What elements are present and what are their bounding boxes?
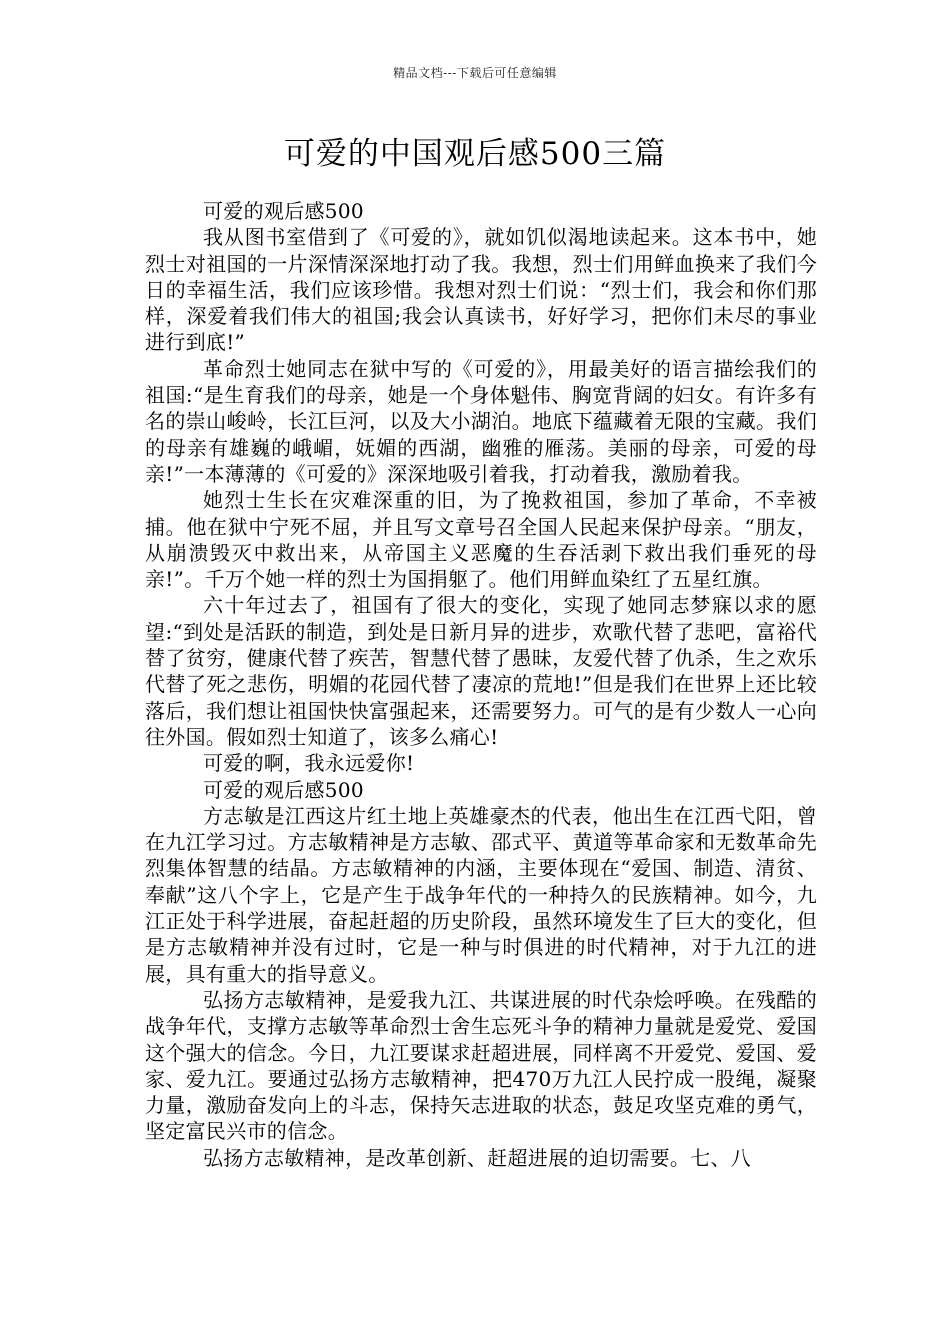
body-paragraph: 六十年过去了，祖国有了很大的变化，实现了她同志梦寐以求的愿望:“到处是活跃的制造，到处是日新月异的进步，欢歌代替了悲吧，富裕代替了贫穷，健康代替了疾苦，智慧代替了愚昧，友爱代替了仇杀，生之欢乐代替了死之悲伤，明媚的花园代替了凄凉的荒地!”但是我们在世界上还比较落后，我们想让祖国快快富强起来，还需要努力。可气的是有少数人一心向往外国。假如烈士知道了，该多么痛心! bbox=[145, 593, 817, 749]
body-paragraph: 弘扬方志敏精神，是爱我九江、共谋进展的时代杂烩呼唤。在残酷的战争年代，支撑方志敏等革命烈士舍生忘死斗争的精神力量就是爱党、爱国这个强大的信念。今日，九江要谋求赶超进展，同样离不开爱党、爱国、爱家、爱九江。要通过弘扬方志敏精神，把470万九江人民拧成一股绳，凝聚力量，激励奋发向上的斗志，保持矢志进取的状态，鼓足攻坚克难的勇气，坚定富民兴市的信念。 bbox=[145, 987, 817, 1144]
document-title: 可爱的中国观后感500三篇 bbox=[283, 136, 667, 172]
document-body bbox=[145, 198, 817, 1171]
body-paragraph: 可爱的啊，我永远爱你! bbox=[203, 751, 415, 776]
body-paragraph: 革命烈士她同志在狱中写的《可爱的》，用最美好的语言描绘我们的祖国:“是生育我们的母亲，她是一个身体魁伟、胸宽背阔的妇女。有许多有名的崇山峻岭，长江巨河，以及大小湖泊。地底下蕴藏着无限的宝藏。我们的母亲有雄巍的峨嵋，妩媚的西湖，幽雅的雁荡。美丽的母亲，可爱的母亲!”一本薄薄的《可爱的》深深地吸引着我，打动着我，激励着我。 bbox=[145, 356, 817, 486]
body-paragraph: 她烈士生长在灾难深重的旧，为了挽救祖国，参加了革命，不幸被捕。他在狱中宁死不屈，并且写文章号召全国人民起来保护母亲。“朋友，从崩溃毁灭中救出来，从帝国主义恶魔的生吞活剥下救出我们垂死的母亲!”。千万个她一样的烈士为国捐躯了。他们用鲜血染红了五星红旗。 bbox=[145, 488, 817, 592]
body-paragraph: 弘扬方志敏精神，是改革创新、赶超进展的迫切需要。七、八 bbox=[203, 1145, 752, 1170]
section-heading: 可爱的观后感500 bbox=[203, 199, 364, 223]
page-header-note: 精品文档---下载后可任意编辑 bbox=[393, 66, 557, 80]
section-heading: 可爱的观后感500 bbox=[203, 777, 364, 802]
body-paragraph: 我从图书室借到了《可爱的》，就如饥似渴地读起来。这本书中，她烈士对祖国的一片深情深深地打动了我。我想，烈士们用鲜血换来了我们今日的幸福生活，我们应该珍惜。我想对烈士们说：“烈士们，我会和你们那样，深爱着我们伟大的祖国;我会认真读书，好好学习，把你们未尽的事业进行到底!” bbox=[145, 225, 817, 355]
body-paragraph: 方志敏是江西这片红土地上英雄豪杰的代表，他出生在江西弋阳，曾在九江学习过。方志敏精神是方志敏、邵式平、黄道等革命家和无数革命先烈集体智慧的结晶。方志敏精神的内涵，主要体现在“爱国、制造、清贫、奉献”这八个字上，它是产生于战争年代的一种持久的民族精神。如今，九江正处于科学进展，奋起赶超的历史阶段，虽然环境发生了巨大的变化，但是方志敏精神并没有过时，它是一种与时俱进的时代精神，对于九江的进展，具有重大的指导意义。 bbox=[145, 803, 817, 986]
